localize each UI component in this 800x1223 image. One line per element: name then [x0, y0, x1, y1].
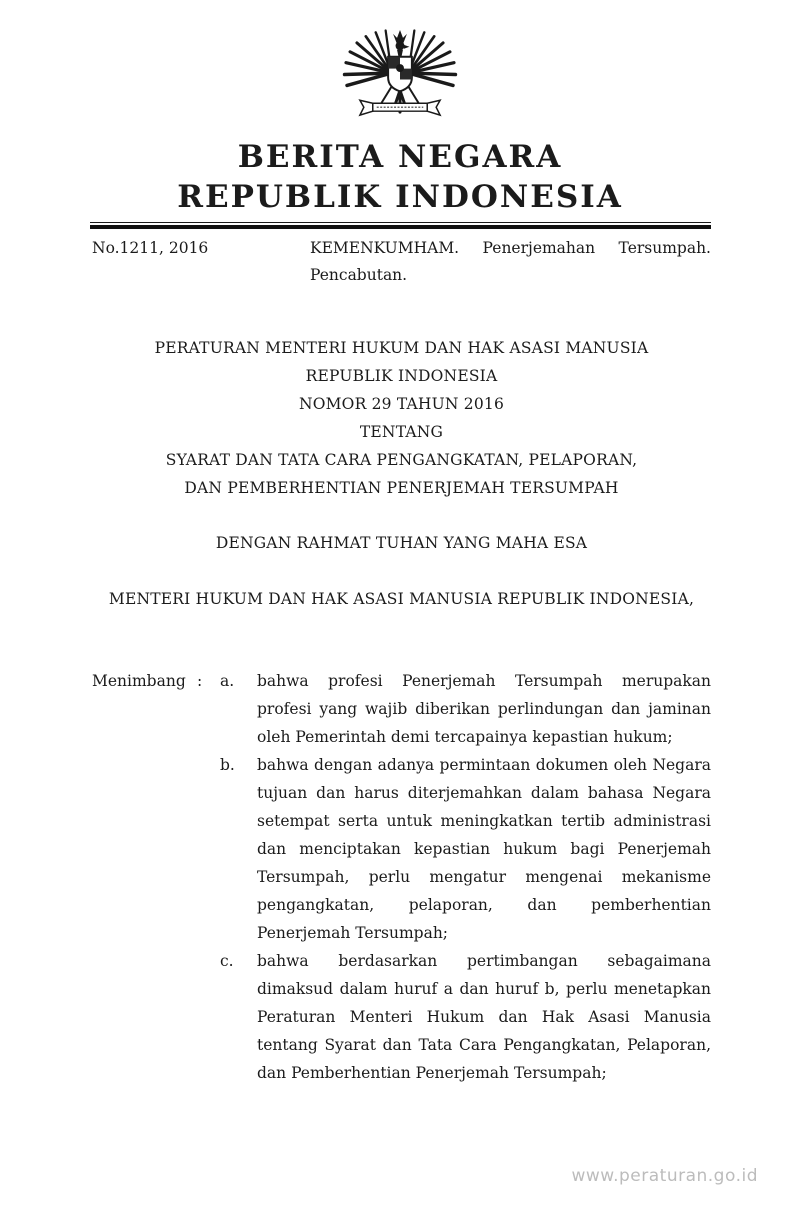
- consideration-item-c: [220, 947, 711, 1087]
- gazette-number: No.1211, 2016: [92, 239, 209, 257]
- regulation-title: [92, 334, 711, 502]
- regulation-title-line: REPUBLIK INDONESIA: [305, 367, 498, 385]
- regulation-title-line: PERATURAN MENTERI HUKUM DAN HAK ASASI MANUSIA: [154, 339, 649, 357]
- masthead: [0, 137, 800, 217]
- item-text: bahwa dengan adanya permintaan dokumen oleh Negara tujuan dan harus diterjemahkan dalam bahasa Negara setempat serta untuk meningkatkan tertib administrasi dan menciptakan kepastian hukum bagi Penerjemah Tersumpah, perlu mengatur mengenai mekanisme pengangkatan, pelaporan, dan pemberhentian Penerjemah Tersumpah;: [257, 756, 711, 942]
- authority-line: MENTERI HUKUM DAN HAK ASASI MANUSIA REPUBLIK INDONESIA,: [108, 590, 695, 608]
- item-marker: a.: [220, 672, 235, 690]
- regulation-title-line: TENTANG: [359, 423, 444, 441]
- regulation-title-line: SYARAT DAN TATA CARA PENGANGKATAN, PELAPORAN,: [165, 451, 638, 469]
- masthead-title-line1: BERITA NEGARA: [237, 139, 563, 175]
- gazette-meta: [92, 235, 711, 289]
- item-marker: b.: [220, 756, 235, 774]
- gazette-subject: KEMENKUMHAM. Penerjemahan Tersumpah. Pencabutan.: [310, 239, 711, 284]
- item-marker: c.: [220, 952, 234, 970]
- garuda-pancasila-emblem: [337, 26, 463, 130]
- item-text: bahwa berdasarkan pertimbangan sebagaimana dimaksud dalam huruf a dan huruf b, perlu menetapkan Peraturan Menteri Hukum dan Hak Asasi Manusia tentang Syarat dan Tata Cara Pengangkatan, Pelaporan, dan Pemberhentian Penerjemah Tersumpah;: [257, 952, 711, 1082]
- masthead-rule: [90, 222, 711, 229]
- emblem-container: [0, 0, 800, 134]
- masthead-title-line2: REPUBLIK INDONESIA: [177, 179, 623, 215]
- regulation-title-line: DAN PEMBERHENTIAN PENERJEMAH TERSUMPAH: [184, 479, 619, 497]
- considerations-label: Menimbang: [92, 672, 186, 690]
- source-watermark: www.peraturan.go.id: [571, 1166, 758, 1186]
- consideration-item-a: [220, 667, 711, 751]
- invocation-line: DENGAN RAHMAT TUHAN YANG MAHA ESA: [215, 534, 588, 552]
- considerations-colon: :: [197, 672, 203, 690]
- consideration-item-b: [220, 751, 711, 947]
- regulation-title-line: NOMOR 29 TAHUN 2016: [298, 395, 505, 413]
- item-text: bahwa profesi Penerjemah Tersumpah merupakan profesi yang wajib diberikan perlindungan dan jaminan oleh Pemerintah demi tercapainya kepastian hukum;: [257, 672, 711, 746]
- considerations-list: [220, 667, 711, 1087]
- considerations-section: [92, 667, 711, 1087]
